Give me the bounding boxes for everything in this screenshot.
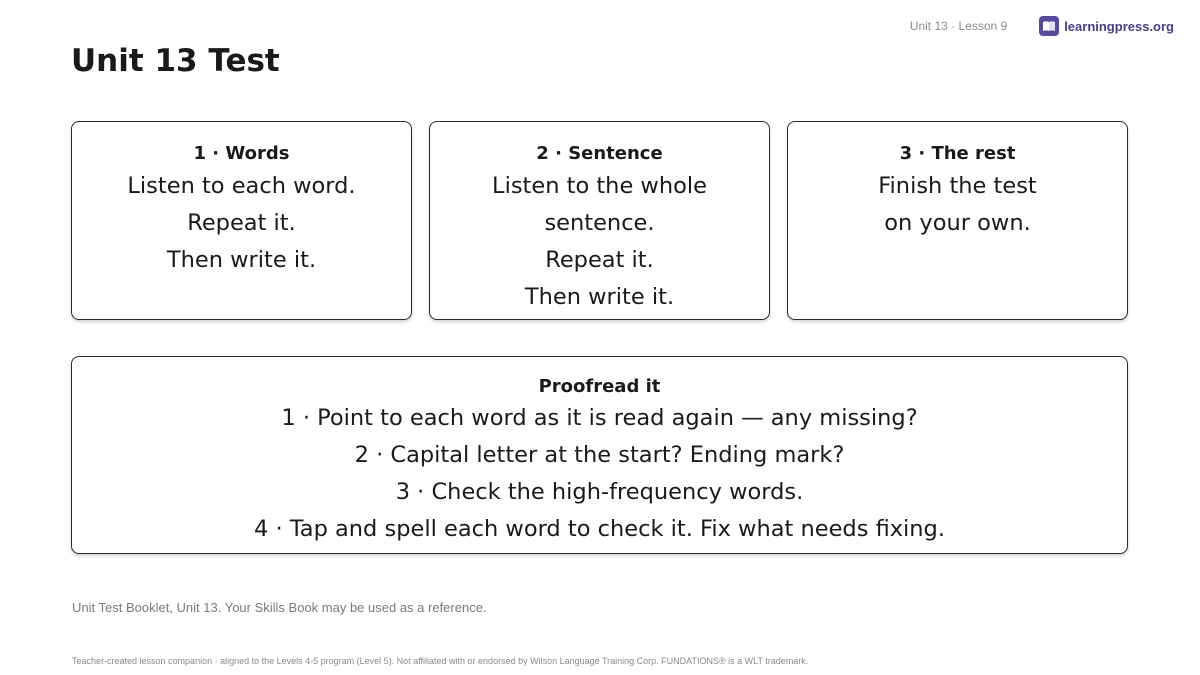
step-card-body [72, 168, 411, 279]
step-card-line: Listen to each word. [127, 173, 356, 199]
step-card-heading: 1 · Words [193, 143, 290, 164]
step-card-line: Then write it. [524, 284, 675, 310]
book-icon [1039, 16, 1059, 36]
step-card-words [71, 121, 412, 320]
brand-logo[interactable] [1039, 16, 1174, 36]
step-card-line: Then write it. [166, 247, 317, 273]
disclaimer: Teacher-created lesson companion · aligned to the Levels 4-5 program (Level 5). Not affiliated with or endorsed by Wilson Language Training Corp. FUNDATIONS® is a WLT trademark. [72, 656, 809, 666]
proofread-item: 1 · Point to each word as it is read again — any missing? [281, 405, 918, 431]
step-card-body [788, 168, 1127, 242]
step-card-heading: 2 · Sentence [536, 143, 663, 164]
proofread-item: 4 · Tap and spell each word to check it. Fix what needs fixing. [254, 516, 945, 542]
step-card-line: Finish the test [878, 173, 1037, 199]
step-card-line: Listen to the whole [492, 173, 707, 199]
step-card-body [430, 168, 769, 316]
proofread-card [71, 356, 1128, 554]
page-title: Unit 13 Test [71, 43, 280, 79]
step-card-sentence [429, 121, 770, 320]
step-card-line: Repeat it. [187, 210, 296, 236]
proofread-item: 2 · Capital letter at the start? Ending mark? [354, 442, 845, 468]
proofread-list [72, 400, 1127, 548]
footnote: Unit Test Booklet, Unit 13. Your Skills Book may be used as a reference. [72, 600, 487, 615]
step-card-line: on your own. [884, 210, 1031, 236]
step-card-line: Repeat it. [545, 247, 654, 273]
proofread-item: 3 · Check the high-frequency words. [395, 479, 804, 505]
step-card-the-rest [787, 121, 1128, 320]
header-bar [910, 14, 1174, 38]
lesson-label: Unit 13 · Lesson 9 [909, 19, 1008, 33]
proofread-heading: Proofread it [538, 376, 661, 397]
brand-name: learningpress.org [1064, 18, 1174, 34]
step-card-heading: 3 · The rest [899, 143, 1016, 164]
step-card-line: sentence. [544, 210, 655, 236]
